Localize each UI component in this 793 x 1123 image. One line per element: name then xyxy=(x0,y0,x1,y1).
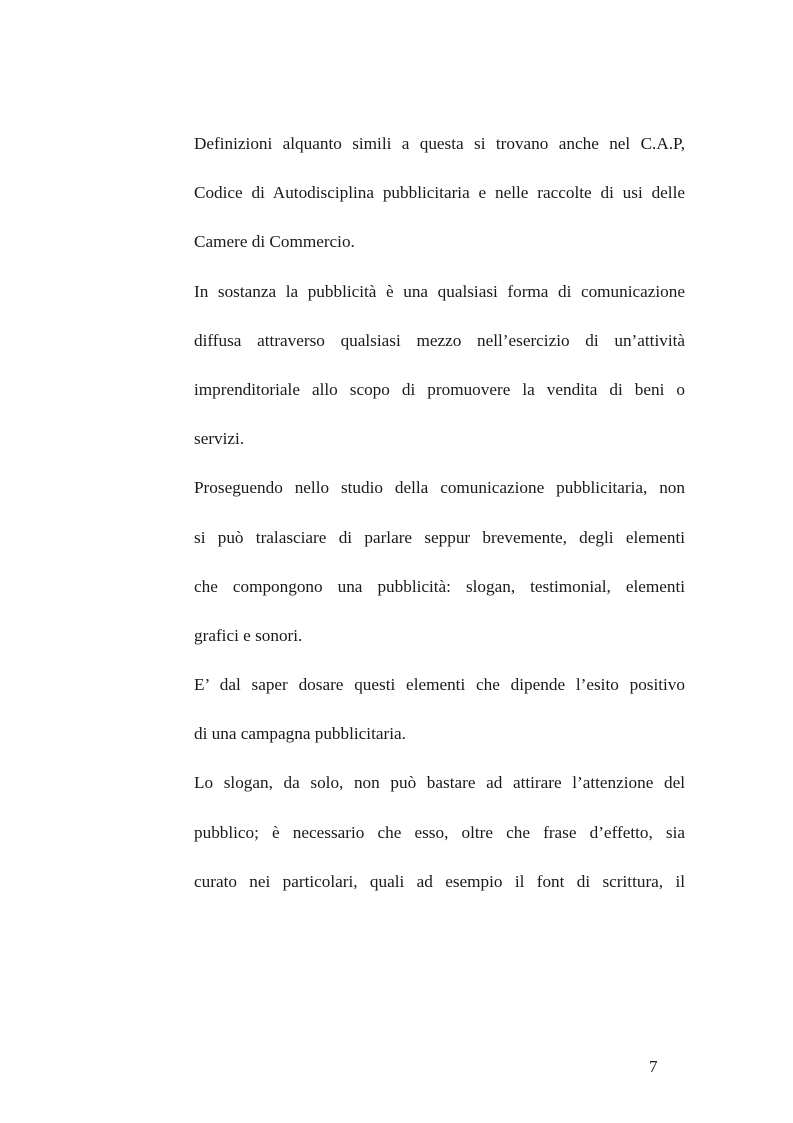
text-line: curato nei particolari, quali ad esempio il font di scrittura, il xyxy=(194,871,685,891)
text-line: Lo slogan, da solo, non può bastare ad attirare l’attenzione del xyxy=(194,773,685,793)
text-line: Codice di Autodisciplina pubblicitaria e nelle raccolte di usi delle xyxy=(194,183,685,203)
text-line: Camere di Commercio. xyxy=(194,232,355,252)
text-line: servizi. xyxy=(194,429,245,449)
text-line: Proseguendo nello studio della comunicazione pubblicitaria, non xyxy=(194,478,685,498)
text-line: Definizioni alquanto simili a questa si trovano anche nel C.A.P, xyxy=(194,134,685,153)
text-line: diffusa attraverso qualsiasi mezzo nell’esercizio di un’attività xyxy=(194,330,685,350)
text-line: E’ dal saper dosare questi elementi che dipende l’esito positivo xyxy=(194,675,685,695)
text-line: pubblico; è necessario che esso, oltre che frase d’effetto, sia xyxy=(194,822,685,842)
text-line: di una campagna pubblicitaria. xyxy=(194,724,406,744)
text-line: In sostanza la pubblicità è una qualsiasi forma di comunicazione xyxy=(194,281,685,301)
text-line: si può tralasciare di parlare seppur brevemente, degli elementi xyxy=(194,527,685,547)
page-number: 7 xyxy=(649,1057,658,1076)
text-line: che compongono una pubblicità: slogan, testimonial, elementi xyxy=(194,576,685,596)
text-line: grafici e sonori. xyxy=(194,625,303,645)
text-line: imprenditoriale allo scopo di promuovere la vendita di beni o xyxy=(194,379,685,399)
body-text xyxy=(194,128,685,915)
